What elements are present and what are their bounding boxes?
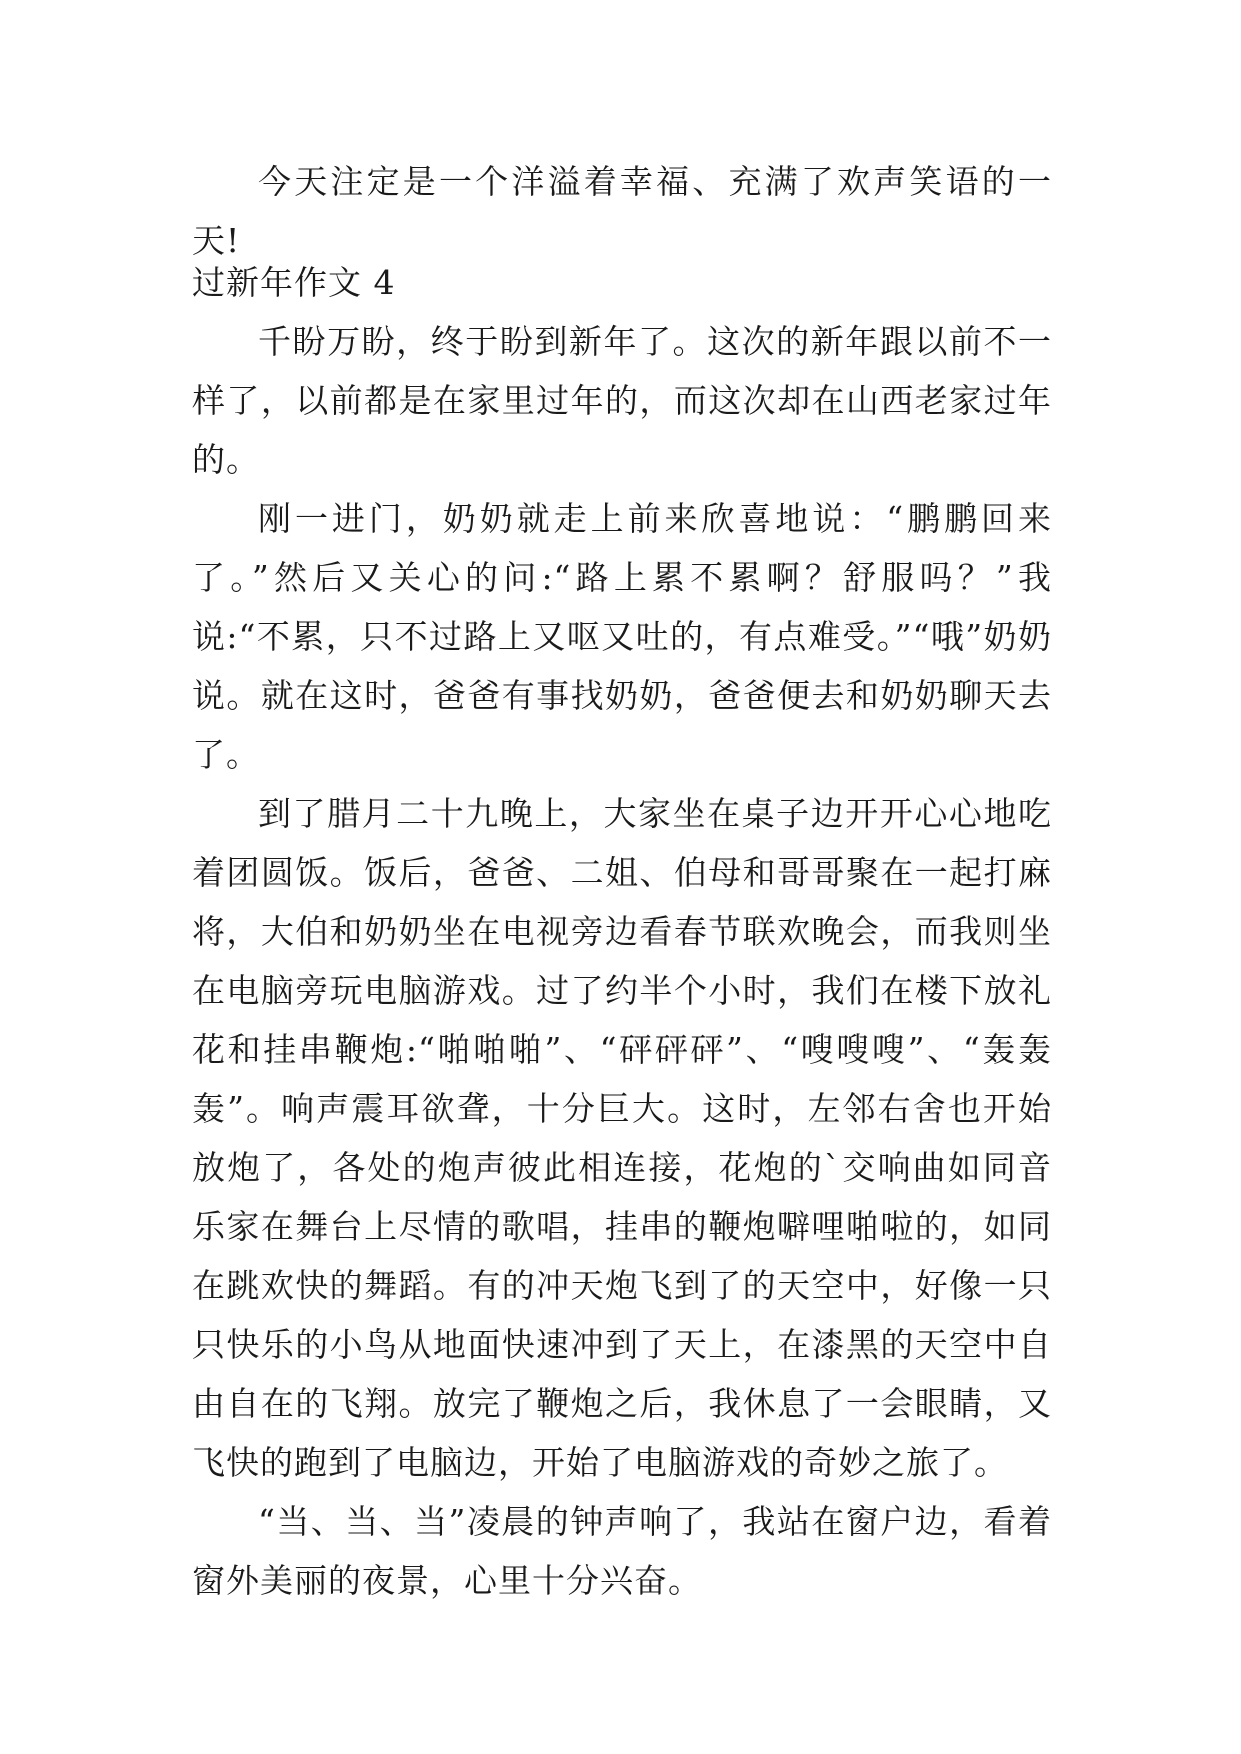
paragraph-3: 到了腊月二十九晚上，大家坐在桌子边开开心心地吃着团圆饭。饭后，爸爸、二姐、伯母和哥哥聚在一起打麻将，大伯和奶奶坐在电视旁边看春节联欢晚会，而我则坐在电脑旁玩电脑游戏。过了约半个小时，我们在楼下放礼花和挂串鞭炮:“啪啪啪”、“砰砰砰”、“嗖嗖嗖”、“轰轰轰”。响声震耳欲聋，十分巨大。这时，左邻右舍也开始放炮了，各处的炮声彼此相连接，花炮的`交响曲如同音乐家在舞台上尽情的歌唱，挂串的鞭炮噼哩啪啦的，如同在跳欢快的舞蹈。有的冲天炮飞到了的天空中，好像一只只快乐的小鸟从地面快速冲到了天上，在漆黑的天空中自由自在的飞翔。放完了鞭炮之后，我休息了一会眼睛，又飞快的跑到了电脑边，开始了电脑游戏的奇妙之旅了。	[192, 794, 1052, 1482]
intro-paragraph: 今天注定是一个洋溢着幸福、充满了欢声笑语的一天!	[192, 162, 1052, 260]
section-title: 过新年作文 4	[192, 263, 396, 302]
essay-body	[192, 253, 1052, 1610]
paragraph-2: 刚一进门，奶奶就走上前来欣喜地说：“鹏鹏回来了。”然后又关心的问:“路上累不累啊？舒服吗？”我说:“不累，只不过路上又呕又吐的，有点难受。”“哦”奶奶说。就在这时，爸爸有事找奶奶，爸爸便去和奶奶聊天去了。	[192, 499, 1052, 774]
paragraph-4: “当、当、当”凌晨的钟声响了，我站在窗户边，看着窗外美丽的夜景，心里十分兴奋。	[192, 1502, 1052, 1600]
paragraph-1: 千盼万盼，终于盼到新年了。这次的新年跟以前不一样了，以前都是在家里过年的，而这次却在山西老家过年的。	[192, 322, 1052, 479]
